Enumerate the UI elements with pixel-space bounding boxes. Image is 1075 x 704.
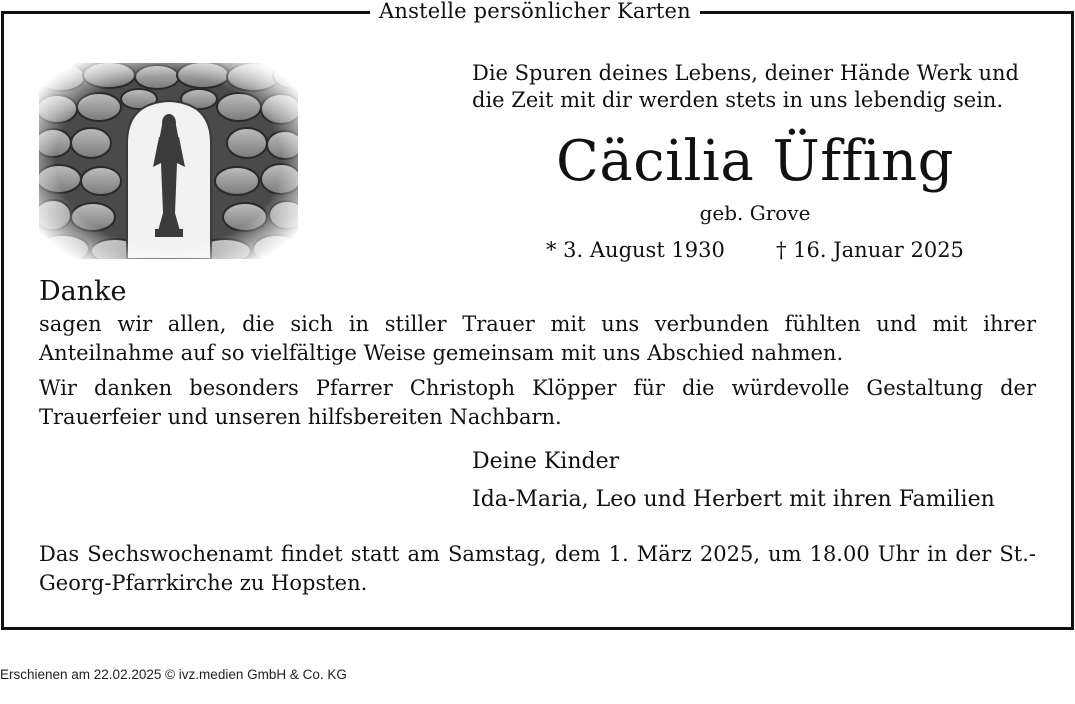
special-thanks-paragraph: Wir danken besonders Pfarrer Christoph Klöpper für die würdevolle Gestaltung der Trauerfeier und unseren hilfsbereiten Nachbarn. (39, 376, 1036, 429)
mass-notice: Das Sechswochenamt findet statt am Samstag, dem 1. März 2025, um 18.00 Uhr in der St.-Georg-Pfarrkirche zu Hopsten. (39, 542, 1036, 595)
deceased-name: Cäcilia Üffing (556, 129, 954, 194)
thanks-heading: Danke (39, 276, 127, 307)
maiden-name: geb. Grove (699, 201, 811, 225)
signer-names: Ida-Maria, Leo und Herbert mit ihren Familien (472, 487, 995, 512)
death-date: † 16. Januar 2025 (776, 238, 964, 262)
verse-line: Die Spuren deines Lebens, deiner Hände Werk und (472, 61, 1019, 85)
signer-children: Deine Kinder (472, 449, 620, 474)
birth-date: * 3. August 1930 (546, 238, 725, 262)
verse-line: die Zeit mit dir werden stets in uns lebendig sein. (472, 88, 1004, 112)
madonna-grotto-image (39, 63, 298, 259)
thanks-paragraph: sagen wir allen, die sich in stiller Trauer mit uns verbunden fühlten und mit ihrer Anteilnahme auf so vielfältige Weise gemeinsam mit uns Abschied nahmen. (39, 312, 1036, 365)
notice-header: Anstelle persönlicher Karten (370, 0, 700, 23)
memorial-verse (472, 60, 1042, 114)
publication-credit: Erschienen am 22.02.2025 © ivz.medien GmbH & Co. KG (0, 667, 347, 682)
